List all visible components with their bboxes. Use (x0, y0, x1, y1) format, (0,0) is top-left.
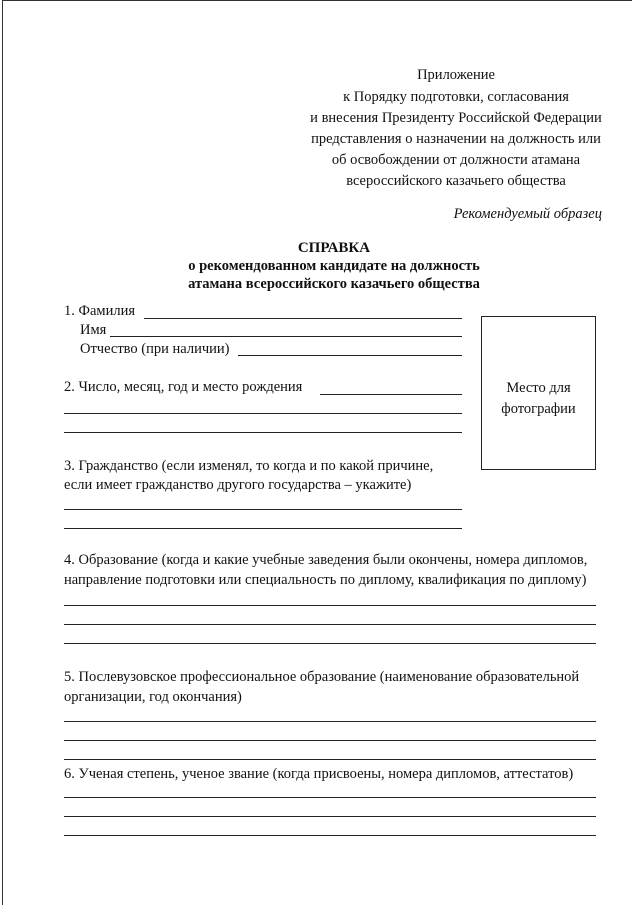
header-line: представления о назначении на должность или (311, 131, 601, 147)
scan-border-left (2, 0, 3, 905)
postgrad-label: организации, год окончания) (64, 689, 242, 705)
degree-line[interactable] (64, 835, 596, 836)
photo-placeholder (481, 316, 596, 470)
patronymic-label: Отчество (при наличии) (80, 341, 230, 357)
degree-line[interactable] (64, 797, 596, 798)
surname-line[interactable] (144, 318, 462, 319)
header-line: всероссийского казачьего общества (346, 173, 566, 189)
postgrad-label: 5. Послевузовское профессиональное образование (наименование образовательной (64, 669, 580, 685)
degree-label: 6. Ученая степень, ученое звание (когда присвоены, номера дипломов, аттестатов) (64, 766, 574, 782)
surname-label: 1. Фамилия (64, 303, 135, 319)
citizenship-label: 3. Гражданство (если изменял, то когда и по какой причине, (64, 458, 434, 474)
patronymic-line[interactable] (238, 355, 462, 356)
photo-label: Место для (506, 380, 571, 396)
birth-line[interactable] (320, 394, 462, 395)
document-title: СПРАВКА (297, 240, 371, 256)
document-subtitle: о рекомендованном кандидате на должность (188, 258, 480, 274)
education-line[interactable] (64, 605, 596, 606)
name-line[interactable] (110, 336, 462, 337)
document-subtitle: атамана всероссийского казачьего общества (188, 276, 480, 292)
citizenship-label: если имеет гражданство другого государства – укажите) (64, 477, 412, 493)
birth-label: 2. Число, месяц, год и место рождения (64, 379, 303, 395)
birth-line[interactable] (64, 432, 462, 433)
postgrad-line[interactable] (64, 740, 596, 741)
education-label: направление подготовки или специальность по диплому, квалификация по диплому) (64, 572, 587, 588)
citizenship-line[interactable] (64, 509, 462, 510)
education-label: 4. Образование (когда и какие учебные заведения были окончены, номера дипломов, (64, 552, 588, 568)
scan-border-top (2, 0, 632, 1)
sample-note: Рекомендуемый образец (453, 206, 602, 222)
header-line: и внесения Президенту Российской Федерации (310, 110, 602, 126)
postgrad-line[interactable] (64, 759, 596, 760)
birth-line[interactable] (64, 413, 462, 414)
education-line[interactable] (64, 643, 596, 644)
header-line: к Порядку подготовки, согласования (343, 89, 569, 105)
postgrad-line[interactable] (64, 721, 596, 722)
citizenship-line[interactable] (64, 528, 462, 529)
name-label: Имя (80, 322, 107, 338)
education-line[interactable] (64, 624, 596, 625)
degree-line[interactable] (64, 816, 596, 817)
header-line: об освобождении от должности атамана (331, 152, 581, 168)
header-line: Приложение (417, 67, 495, 83)
photo-label: фотографии (501, 401, 576, 417)
